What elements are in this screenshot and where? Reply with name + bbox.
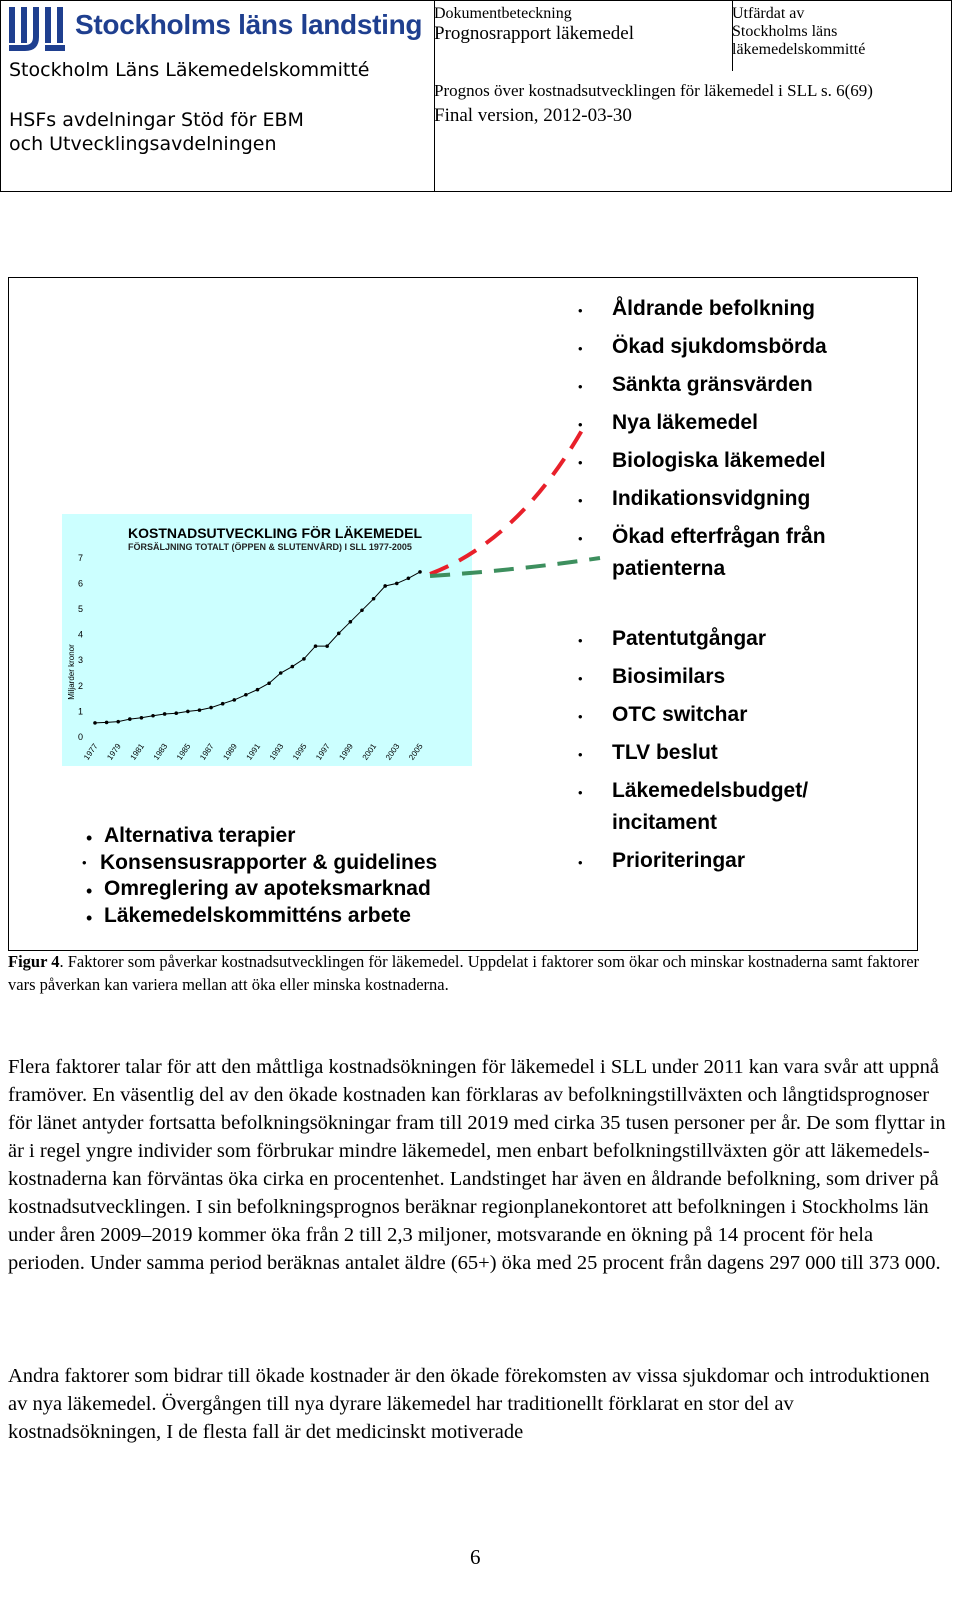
decrease-factor-item: TLV beslut [612,741,718,764]
chart-x-tick-label: 1979 [105,741,123,762]
bullet-icon: • [578,855,583,870]
chart-y-tick-label: 2 [77,680,83,691]
org-line-1: Stockholm Läns Läkemedelskommitté [9,59,370,81]
bullet-icon: • [86,828,93,848]
decrease-factor-item: Läkemedelsbudget/ [612,779,809,802]
chart-y-tick-label: 3 [77,655,83,666]
chart-data-point [105,721,109,725]
variable-factor-item: Omreglering av apoteksmarknad [104,877,431,900]
chart-data-point [302,657,306,661]
issued-label: Utfärdat av [732,5,805,22]
chart-x-tick-label: 1993 [267,741,286,762]
chart-x-tick-label: 2005 [407,741,425,762]
chart-title: KOSTNADSUTVECKLING FÖR LÄKEMEDEL [128,525,422,541]
increase-factor-item: Indikationsvidgning [612,487,811,510]
chart-x-tick-label: 1983 [151,741,170,762]
bullet-icon: • [82,855,87,870]
bullet-icon: • [578,455,583,470]
decrease-trend-line [430,558,600,576]
issued-value-2: läkemedelskommitté [732,41,866,58]
chart-data-point [174,711,178,715]
version-line: Final version, 2012-03-30 [434,105,632,126]
chart-x-tick-label: 1977 [82,741,100,762]
bullet-icon: • [578,531,583,546]
increase-factor-item: Sänkta gränsvärden [612,373,813,396]
doc-value: Prognosrapport läkemedel [434,23,634,44]
logo-text: Stockholms läns landsting [75,9,423,40]
decrease-factor-item: Biosimilars [612,665,726,688]
chart-data-point [140,716,144,720]
body-paragraph-1: Flera faktorer talar för att den måttliga kostnadsökningen för läkemedel i SLL under 2011 kan vara svår att uppnå framöver. En väsentlig del av den ökade kostnaden kan förklaras av befolkningstillväxten och långtidsprognoser för länet antyder fortsatta befolkningsökningar fram till 2019 med cirka 35 tusen personer per år. De som flyttar in är i regel yngre individer som förbrukar mindre läkemedel, men enbart befolkningstillväxten gör att läkemedels-kostnaderna kan förväntas öka cirka en procentenhet. Landstinget har även en åldrande befolkning, som driver på kostnadsutvecklingen. I sin befolkningsprognos beräknar regionplanekontoret att befolkningen i Stockholms län under åren 2009–2019 kommer öka från 2 till 2,3 miljoner, motsvarande en ökning på 14 procent för hela perioden. Under samma period beräknas antalet äldre (65+) öka med 25 procent från dagens 297 000 till 373 000. [8,1056,946,1274]
variable-factor-item: Alternativa terapier [104,824,296,847]
chart-data-point [93,721,97,725]
chart-data-point [128,717,132,721]
chart-x-tick-label: 1997 [314,741,332,762]
decrease-factor-item: incitament [612,811,718,834]
chart-subtitle: FÖRSÄLJNING TOTALT (ÖPPEN & SLUTENVÅRD) I SLL 1977-2005 [128,542,412,552]
increase-factor-item: Biologiska läkemedel [612,449,826,472]
chart-data-point [209,706,213,710]
chart-x-tick-label: 2003 [383,741,402,762]
decrease-factor-item: OTC switchar [612,703,748,726]
chart-x-tick-label: 1987 [198,741,216,762]
bullet-icon: • [578,633,583,648]
increase-factor-item: Ökad sjukdomsbörda [612,335,827,358]
bullet-icon: • [578,785,583,800]
chart-y-tick-label: 4 [77,629,83,640]
chart-x-tick-label: 1999 [337,741,355,762]
caption-text: . Faktorer som påverkar kostnadsutvecklingen för läkemedel. Uppdelat i faktorer som ökar och minskar kostnaderna samt faktorer vars påverkan kan variera mellan att öka eller minska kostnaderna. [8,952,920,994]
chart-y-tick-label: 6 [77,578,83,589]
chart-data-point [395,582,399,586]
chart-x-tick-label: 1989 [221,741,239,762]
chart-data-point [163,712,167,716]
decrease-factor-item: Patentutgångar [612,627,767,650]
figure-caption [8,950,938,996]
org-line-2: HSFs avdelningar Stöd för EBM [9,109,304,131]
chart-data-point [279,671,283,675]
org-line-3: och Utvecklingsavdelningen [9,133,277,155]
bullet-icon: • [578,417,583,432]
chart-y-tick-label: 5 [77,604,83,614]
chart-data-point [221,702,225,706]
chart-data-point [314,644,318,648]
chart-data-point [325,644,329,648]
chart-data-point [337,632,341,636]
increase-factor-item: Åldrande befolkning [612,297,816,320]
chart-x-tick-label: 2001 [360,741,379,762]
chart-y-label: Miljarder kronor [67,644,76,700]
chart-data-point [256,688,260,692]
increase-factor-item: patienterna [612,557,726,580]
decrease-factor-item: Prioriteringar [612,849,746,872]
chart-data-point [186,710,190,714]
bullet-icon: • [578,341,583,356]
increase-trend-line [430,425,585,574]
bullet-icon: • [578,671,583,686]
chart-data-point [372,597,376,601]
chart-data-point [407,576,411,580]
bullet-icon: • [578,303,583,318]
variable-factor-item: Läkemedelskommitténs arbete [104,904,411,927]
increase-factor-item: Nya läkemedel [612,411,758,434]
chart-data-point [418,570,422,574]
chart-y-tick-label: 0 [77,732,83,742]
bullet-icon: • [578,379,583,394]
body-paragraph-2: Andra faktorer som bidrar till ökade kostnader är den ökade förekomsten av vissa sjukdomar och introduktionen av nya läkemedel. Övergången till nya dyrare läkemedel har traditionellt förklarat en stor del av kostnadsökningen, I de flesta fall är det medicinskt motiverade [8,1365,930,1443]
chart-data-point [151,714,155,718]
chart-series-line [95,572,420,723]
chart-x-tick-label: 1981 [128,741,147,762]
chart-data-point [267,681,271,685]
caption-label: Figur 4 [8,952,60,971]
chart-data-point [349,620,353,624]
bullet-icon: • [578,747,583,762]
increase-factor-item: Ökad efterfrågan från [612,525,826,548]
chart-data-point [232,698,236,702]
bullet-icon: • [578,493,583,508]
chart-x-tick-label: 1985 [174,741,193,762]
chart-data-point [116,720,120,724]
chart-x-tick-label: 1995 [290,741,309,762]
chart-y-tick-label: 7 [77,552,83,563]
chart-data-point [383,584,387,588]
chart-x-tick-label: 1991 [244,741,263,762]
chart-data-point [198,708,202,712]
chart-data-point [291,665,295,669]
subject-line: Prognos över kostnadsutvecklingen för läkemedel i SLL s. 6(69) [434,81,873,100]
issued-value-1: Stockholms läns [732,23,838,40]
page-number: 6 [470,1545,481,1569]
bullet-icon: • [578,709,583,724]
chart-data-point [360,608,364,612]
chart-y-tick-label: 1 [77,706,83,717]
chart-data-point [244,693,248,697]
bullet-icon: • [86,908,93,928]
bullet-icon: • [86,881,93,901]
variable-factor-item: Konsensusrapporter & guidelines [100,851,438,874]
doc-label: Dokumentbeteckning [434,5,572,22]
